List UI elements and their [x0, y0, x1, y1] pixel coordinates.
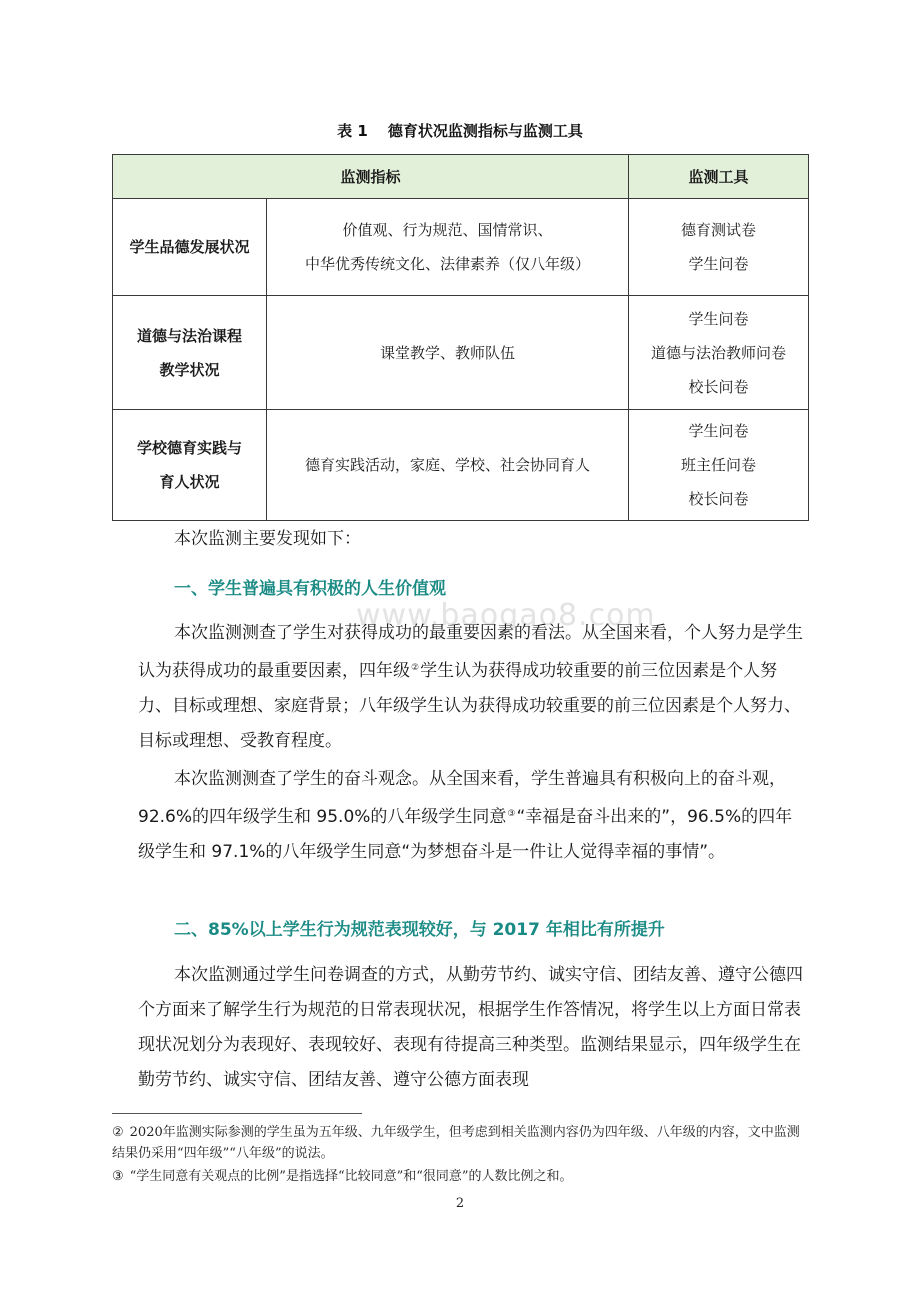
indicator-cell: 价值观、行为规范、国情常识、 中华优秀传统文化、法律素养（仅八年级） — [267, 199, 629, 296]
tool-cell: 德育测试卷 学生问卷 — [629, 199, 809, 296]
category-cell: 道德与法治课程 教学状况 — [113, 296, 267, 410]
indicators-table — [112, 154, 809, 521]
paragraph-success-factors: 本次监测测查了学生对获得成功的最重要因素的看法。从全国来看，个人努力是学生认为获得成功的最重要因素，四年级②学生认为获得成功较重要的前三位因素是个人努力、目标或理想、家庭背景；八年级学生认为获得成功较重要的前三位因素是个人努力、目标或理想、受教育程度。 — [138, 623, 803, 751]
footnote-item: ③ “学生同意有关观点的比例”是指选择“比较同意”和“很同意”的人数比例之和。 — [112, 1169, 573, 1184]
table-caption-number: 表 1 — [337, 122, 368, 140]
section-heading-1: 一、学生普遍具有积极的人生价值观 — [174, 579, 446, 599]
table-header-row — [113, 155, 809, 199]
table-row — [113, 296, 809, 410]
paragraph-behavior-norms: 本次监测通过学生问卷调查的方式，从勤劳节约、诚实守信、团结友善、遵守公德四个方面来了解学生行为规范的日常表现状况，根据学生作答情况，将学生以上方面日常表现状况划分为表现好、表现较好、表现有待提高三种类型。监测结果显示，四年级学生在勤劳节约、诚实守信、团结友善、遵守公德方面表现 — [138, 965, 803, 1090]
tool-cell: 学生问卷 道德与法治教师问卷 校长问卷 — [629, 296, 809, 410]
tool-cell: 学生问卷 班主任问卷 校长问卷 — [629, 410, 809, 521]
footnote-item: ② 2020年监测实际参测的学生虽为五年级、九年级学生，但考虑到相关监测内容仍为四年级、八年级的内容，文中监测结果仍采用“四年级”“八年级”的说法。 — [112, 1125, 800, 1161]
watermark: www.baogao8.com — [356, 598, 656, 633]
table-row — [113, 199, 809, 296]
indicator-cell: 德育实践活动，家庭、学校、社会协同育人 — [267, 410, 629, 521]
footnote-ref: ② — [411, 663, 420, 673]
table-row — [113, 410, 809, 521]
header-tool: 监测工具 — [629, 155, 809, 199]
indicator-cell: 课堂教学、教师队伍 — [267, 296, 629, 410]
table-caption-title: 德育状况监测指标与监测工具 — [387, 122, 583, 140]
footnote-divider — [112, 1113, 362, 1114]
category-cell: 学校德育实践与 育人状况 — [113, 410, 267, 521]
paragraph-striving: 本次监测测查了学生的奋斗观念。从全国来看，学生普遍具有积极向上的奋斗观，92.6%的四年级学生和 95.0%的八年级学生同意③“幸福是奋斗出来的”，96.5%的四年级学生和 97.1%的八年级学生同意“为梦想奋斗是一件让人觉得幸福的事情”。 — [138, 769, 793, 862]
table-caption — [112, 120, 808, 141]
header-indicator: 监测指标 — [113, 155, 629, 199]
category-cell: 学生品德发展状况 — [113, 199, 267, 296]
footnote-ref: ③ — [507, 809, 516, 819]
intro-paragraph: 本次监测主要发现如下： — [174, 529, 361, 549]
section-heading-2: 二、85%以上学生行为规范表现较好，与 2017 年相比有所提升 — [174, 920, 665, 940]
page-number: 2 — [455, 1196, 465, 1211]
